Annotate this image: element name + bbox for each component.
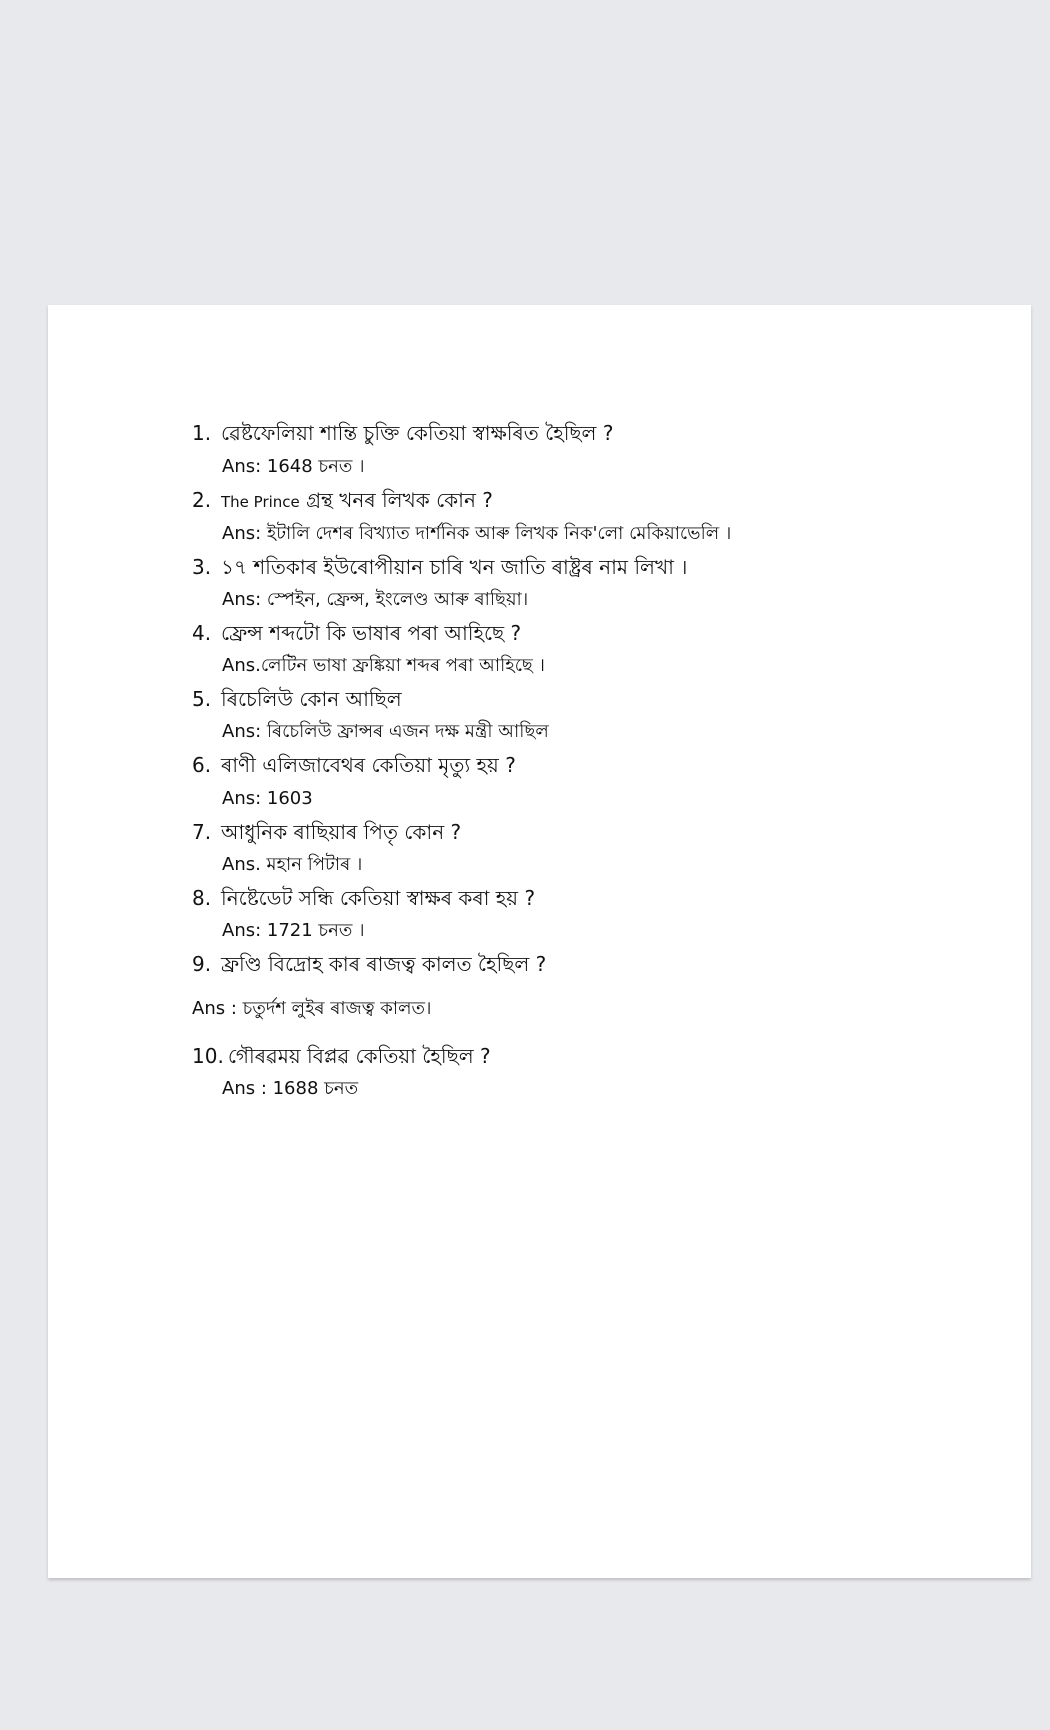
question-text: ফ্ৰেন্স শব্দটো কি ভাষাৰ পৰা আহিছে ? [221, 621, 522, 645]
question-10 [192, 1046, 491, 1066]
question-text: ১৭ শতিকাৰ ইউৰোপীয়ান চাৰি খন জাতি ৰাষ্ট্ৰৰ নাম লিখা । [221, 555, 688, 579]
question-4 [192, 623, 521, 643]
question-number: 7. [192, 820, 212, 844]
question-number: 3. [192, 555, 212, 579]
question-number: 10. [192, 1044, 224, 1068]
answer-9: Ans : চতুৰ্দশ লুইৰ ৰাজত্ব কালত। [192, 998, 432, 1019]
question-text: ৰাণী এলিজাবেথৰ কেতিয়া মৃত্যু হয় ? [221, 753, 516, 777]
question-8 [192, 888, 535, 908]
question-number: 6. [192, 753, 212, 777]
document-page [48, 305, 1031, 1578]
question-text: গ্ৰন্থ খনৰ লিখক কোন ? [306, 488, 493, 512]
question-text: গৌৰৱময় বিপ্লৱ কেতিয়া হৈছিল ? [227, 1044, 491, 1068]
answer-8: Ans: 1721 চনত । [222, 920, 365, 941]
question-number: 4. [192, 621, 212, 645]
question-book-title: The Prince [221, 493, 300, 511]
question-text: ৱেষ্টফেলিয়া শান্তি চুক্তি কেতিয়া স্বাক্ষৰিত হৈছিল ? [221, 421, 614, 445]
question-number: 8. [192, 886, 212, 910]
answer-10: Ans : 1688 চনত [222, 1078, 359, 1099]
answer-4: Ans.লেটিন ভাষা ফ্ৰঙ্কিয়া শব্দৰ পৰা আহিছে । [222, 655, 545, 676]
question-5 [192, 689, 402, 709]
question-6 [192, 755, 516, 775]
answer-5: Ans: ৰিচেলিউ ফ্ৰান্সৰ এজন দক্ষ মন্ত্ৰী আছিল [222, 721, 549, 742]
question-3 [192, 557, 687, 577]
question-text: ফ্ৰণ্ডি বিদ্ৰোহ কাৰ ৰাজত্ব কালত হৈছিল ? [221, 952, 547, 976]
answer-7: Ans. মহান পিটাৰ । [222, 854, 363, 875]
question-number: 9. [192, 952, 212, 976]
question-text: ৰিচেলিউ কোন আছিল [221, 687, 402, 711]
answer-3: Ans: স্পেইন, ফ্ৰেন্স, ইংলেণ্ড আৰু ৰাছিয়া। [222, 589, 529, 610]
question-7 [192, 822, 461, 842]
question-number: 5. [192, 687, 212, 711]
answer-1: Ans: 1648 চনত । [222, 456, 365, 477]
answer-2: Ans: ইটালি দেশৰ বিখ্যাত দাৰ্শনিক আৰু লিখক নিক'লো মেকিয়াভেলি । [222, 523, 732, 544]
question-text: নিষ্টেডেট সন্ধি কেতিয়া স্বাক্ষৰ কৰা হয় ? [221, 886, 536, 910]
answer-6: Ans: 1603 [222, 788, 313, 809]
question-2 [192, 490, 493, 510]
question-number: 2. [192, 488, 212, 512]
question-text: আধুনিক ৰাছিয়াৰ পিতৃ কোন ? [221, 820, 462, 844]
question-9 [192, 954, 546, 974]
question-1 [192, 423, 613, 443]
question-number: 1. [192, 421, 212, 445]
